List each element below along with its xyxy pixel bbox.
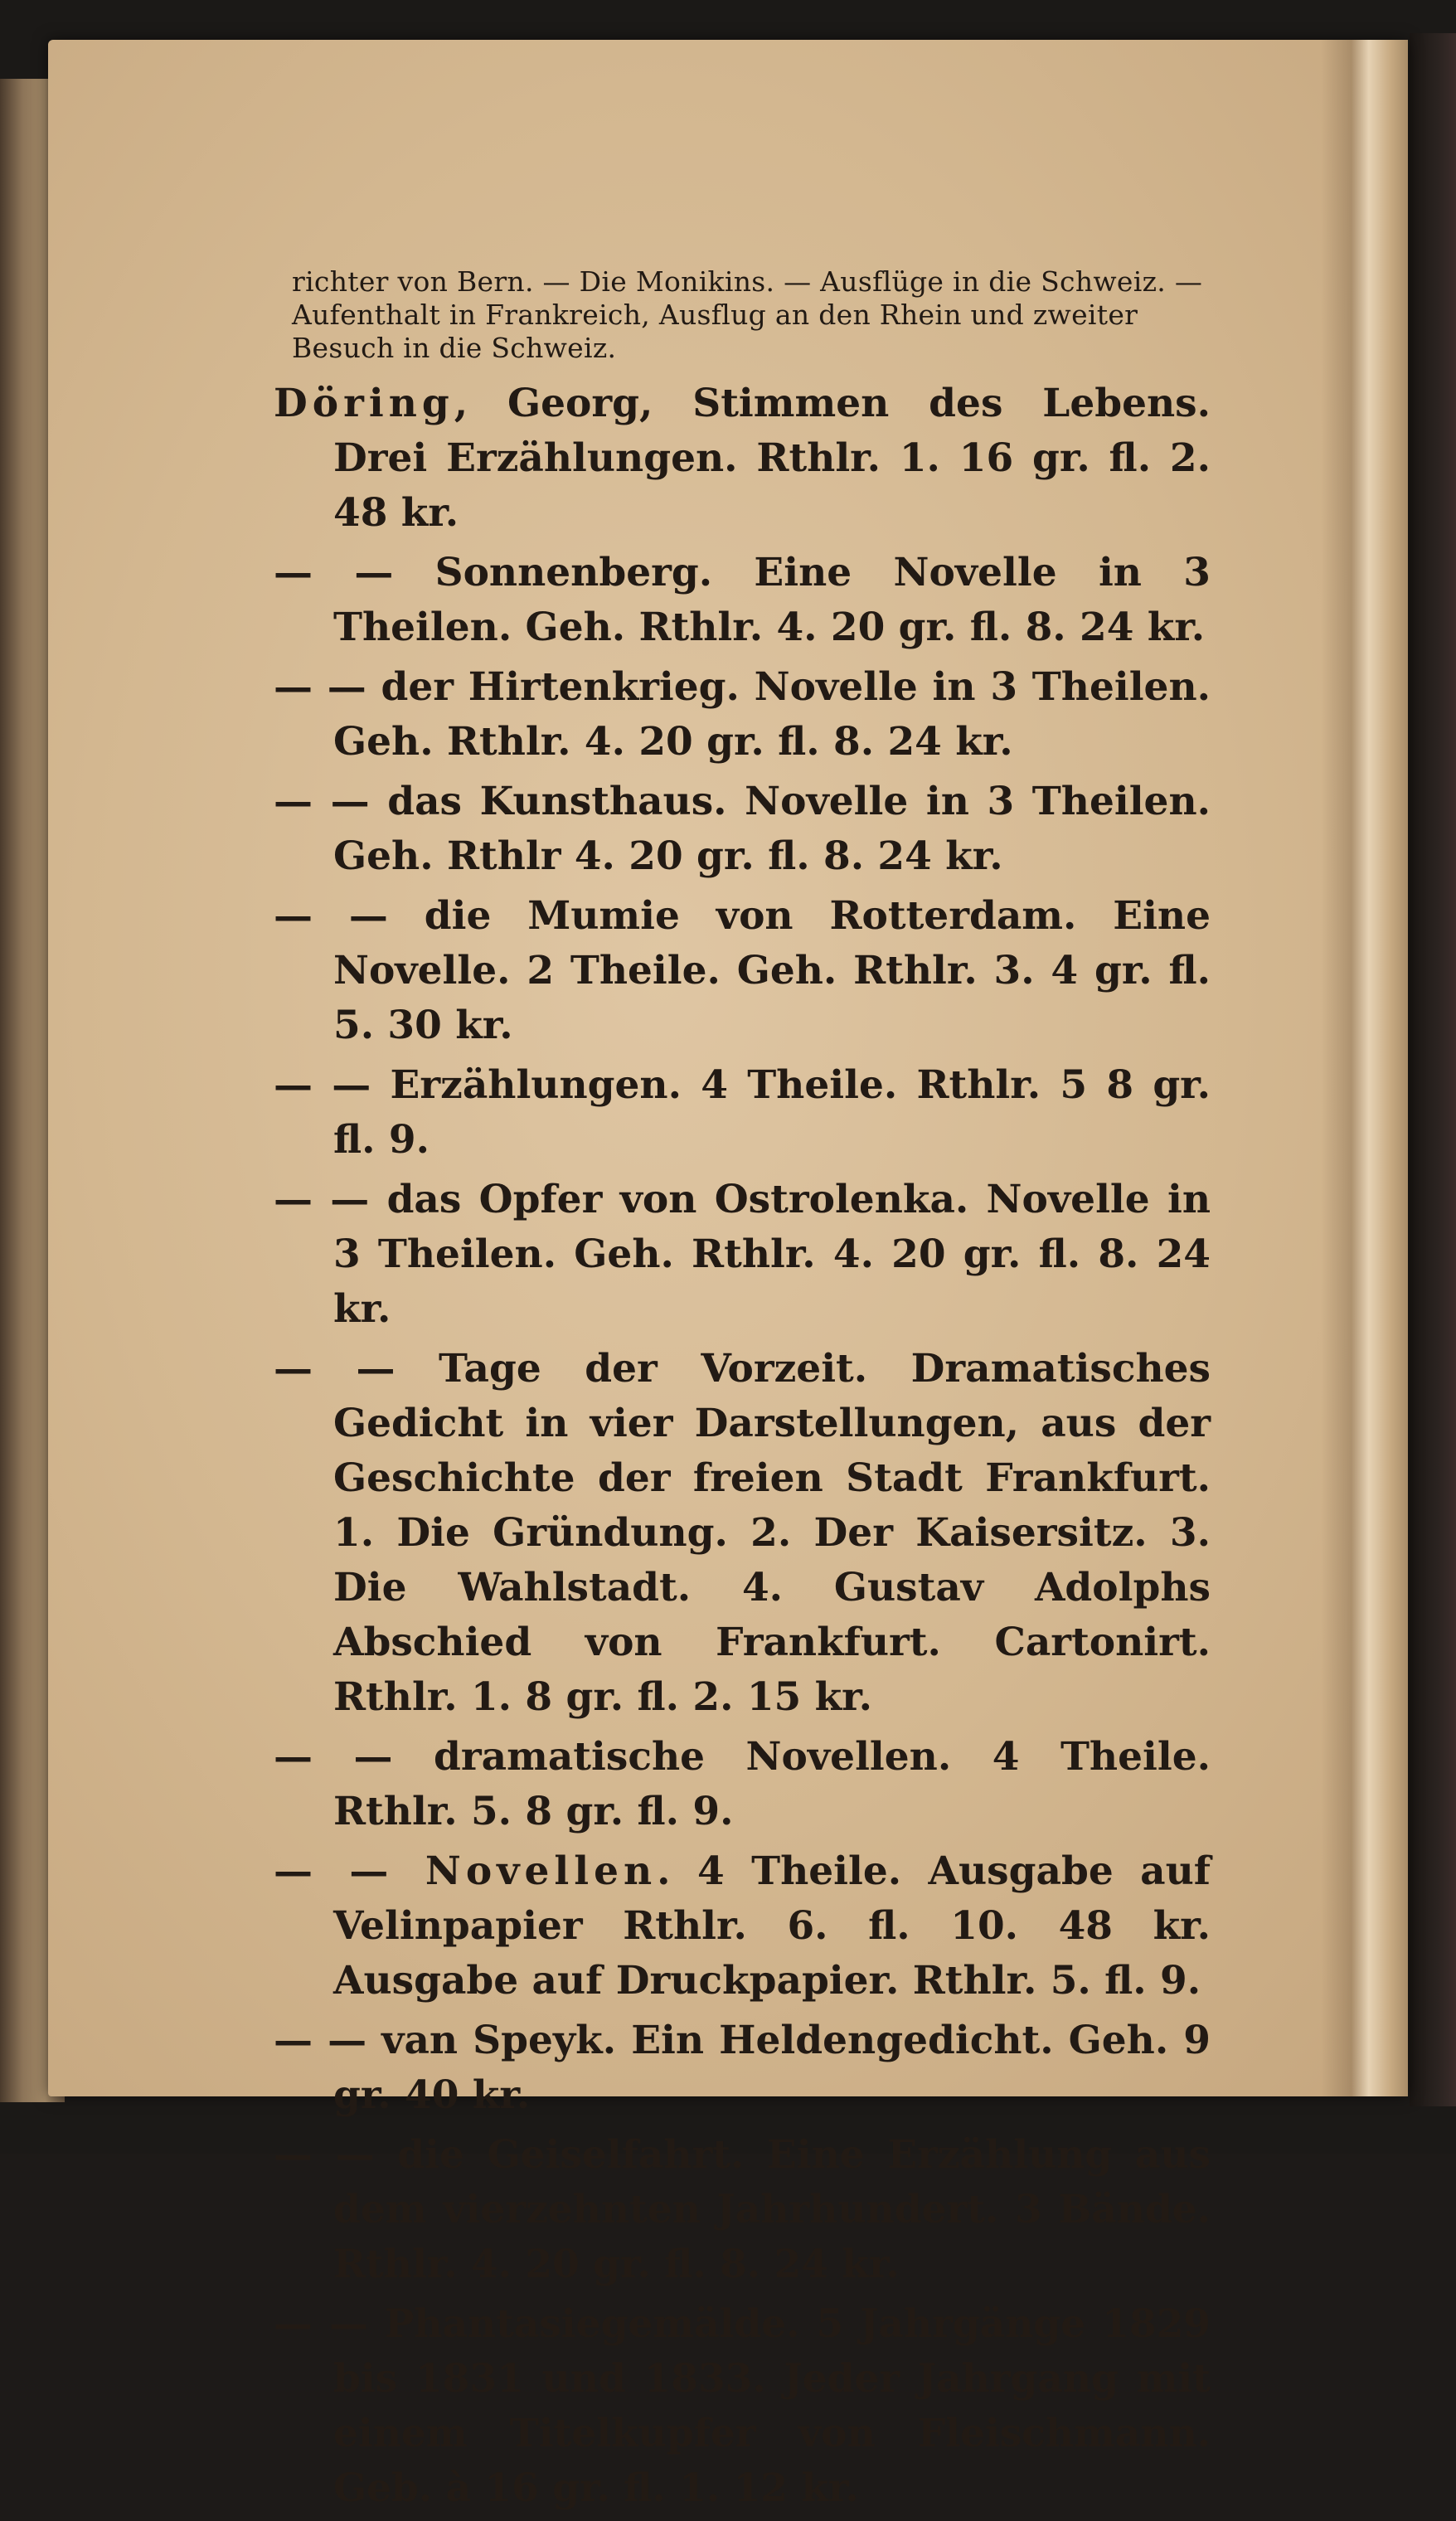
catalog-entry [274,376,1211,541]
catalog-entry [274,546,1211,655]
entry-text: — — Sonnenberg. Eine Novelle in 3 Theilen. Geh. Rthlr. 4. 20 gr. fl. 8. 24 kr. [274,550,1211,650]
entry-text: — — das Kunsthaus. Novelle in 3 Theilen. Geh. Rthlr 4. 20 gr. fl. 8. 24 kr. [274,779,1211,879]
catalog-entry [274,1730,1211,1839]
catalog-entry [274,889,1211,1053]
book-cover-edge [1410,33,1456,2106]
catalog-entry [274,2128,1211,2292]
catalog-entry [274,2013,1211,2123]
entry-lead: Döring [274,381,454,426]
page-text [274,265,1211,2521]
entry-text: . 4 Theile. Ausgabe auf Velinpapier Rthlr. 6. fl. 10. 48 kr. Ausgabe auf Druckpapier. Rthlr. 5. fl. 9. [333,1848,1211,2004]
catalog-entry [274,1058,1211,1168]
page-gutter [1321,40,1408,2096]
catalog-entry [274,1173,1211,1337]
entry-lead: — — Novellen [274,1848,658,1894]
entry-text: — — Erzählungen. 4 Theile. Rthlr. 5 8 gr. fl. 9. [274,1062,1211,1163]
intro-continuation: richter von Bern. — Die Monikins. — Ausflüge in die Schweiz. — Aufenthalt in Frankreich, Ausflug an den Rhein und zweiter Besuch in die Schweiz. [292,265,1203,364]
entry-text: — — dramatische Novellen. 4 Theile. Rthlr. 5. 8 gr. fl. 9. [274,1734,1211,1834]
entry-text: — — das Opfer von Ostrolenka. Novelle in 3 Theilen. Geh. Rthlr. 4. 20 gr. fl. 8. 24 kr. [274,1177,1211,1332]
catalog-entry [274,1844,1211,2009]
catalog-entry [274,775,1211,884]
catalog-entry [274,2297,1211,2516]
entry-text: — — van Speyk. Ein Heldengedicht. Geh. 9 gr. 40 kr. [274,2018,1211,2118]
catalog-entry [274,660,1211,770]
entry-text: — — die Geiselfahrt. Eine Erzählung aus dem vierzehnten Jahrhundert. 3 Bände. Rthlr. 4. 20 gr. fl. 8. 24 kr. [274,2132,1211,2287]
entry-text: — — Tage der Vorzeit. Dramatisches Gedicht in vier Darstellungen, aus der Geschichte der freien Stadt Frankfurt. 1. Die Gründung. 2. Der Kaisersitz. 3. Die Wahlstadt. 4. Gustav Adolphs Abschied von Frankfurt. Cartonirt. Rthlr. 1. 8 gr. fl. 2. 15 kr. [274,1346,1211,1720]
entry-text: , Georg, Stimmen des Lebens. Drei Erzählungen. Rthlr. 1. 16 gr. fl. 2. 48 kr. [333,381,1211,536]
catalog-entry [274,1342,1211,1725]
entry-text: — — die Mumie von Rotterdam. Eine Novelle. 2 Theile. Geh. Rthlr. 3. 4 gr. fl. 5. 30 kr. [274,893,1211,1048]
entry-text: — — der Hirtenkrieg. Novelle in 3 Theilen. Geh. Rthlr. 4. 20 gr. fl. 8. 24 kr. [274,664,1211,765]
entry-text: — — Phantasiegemälde. 5 Jahrgänge 1829 bis 1831 und 1833. Jeder Jahrgang mit einem Titelkupfer von Fleischmann. Geb. à 16 gr. fl. 1. 12 kr. [274,2301,1211,2511]
